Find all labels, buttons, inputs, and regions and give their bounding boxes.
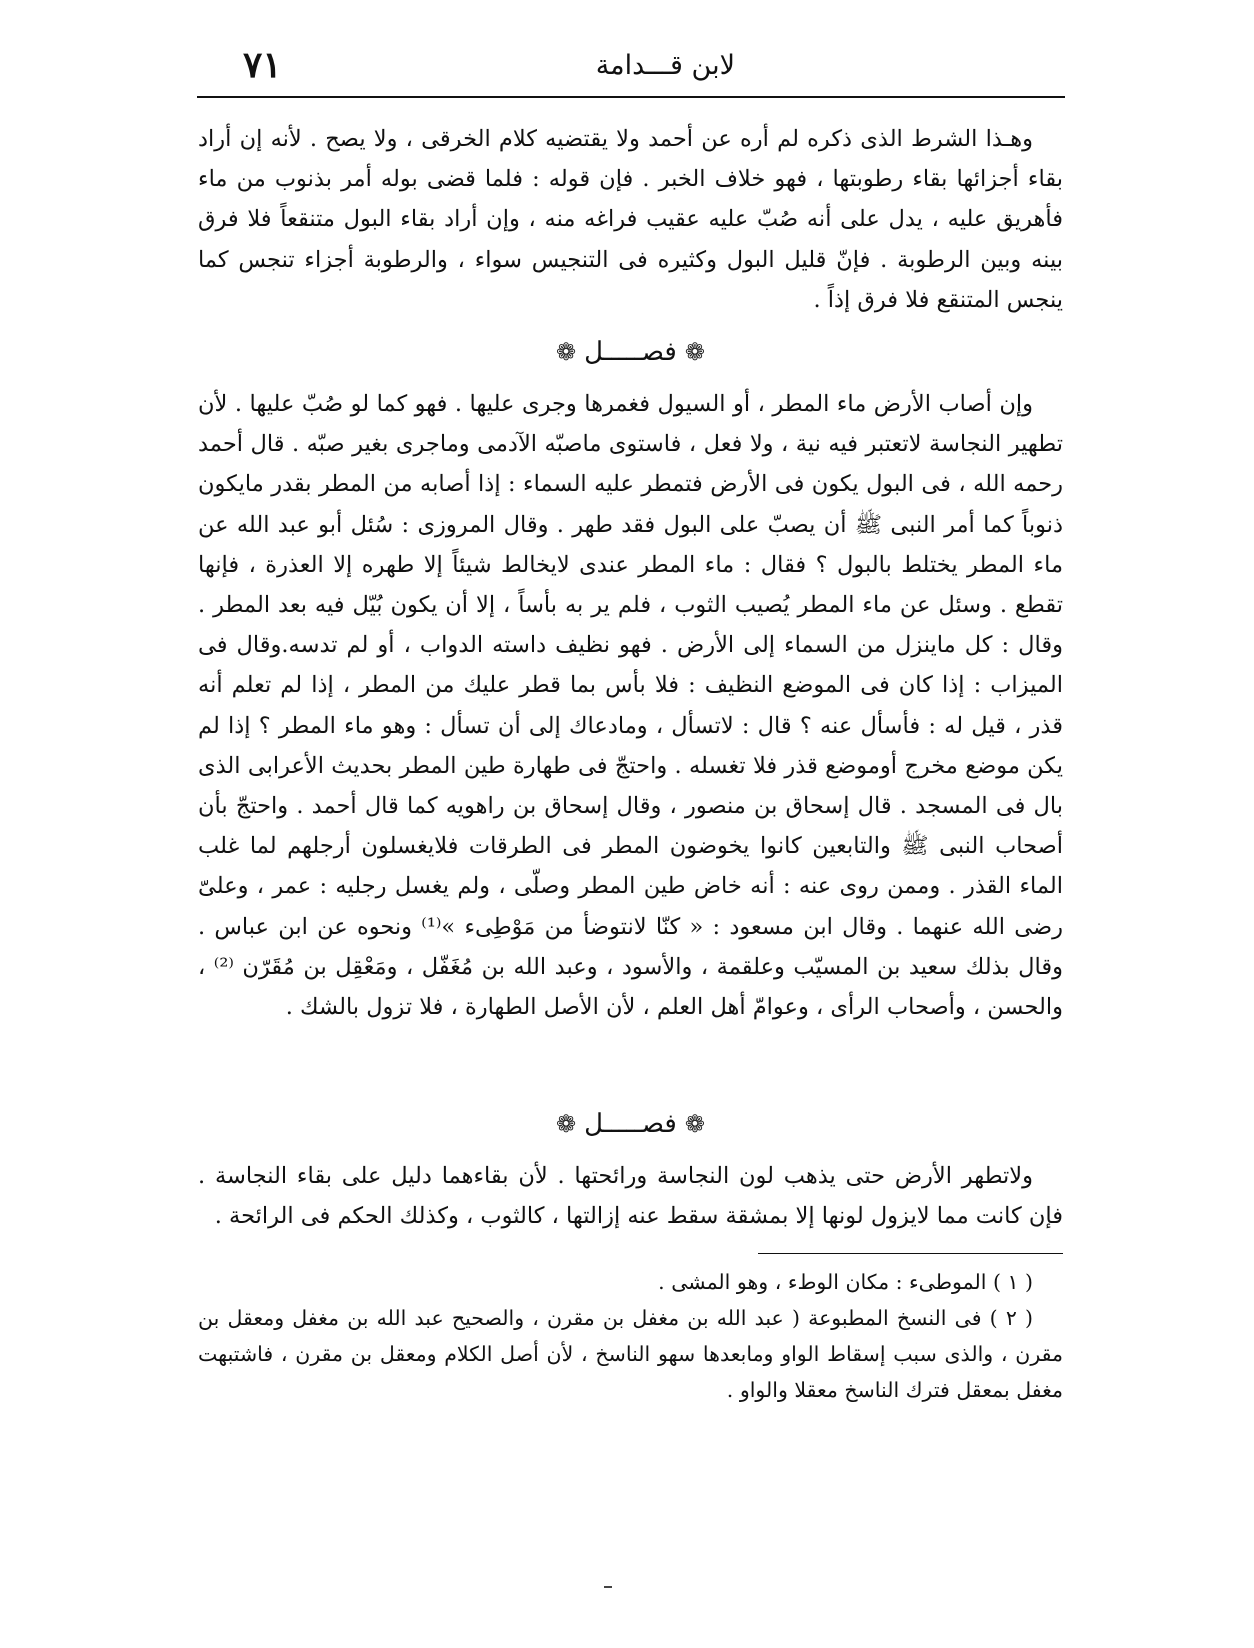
section-label: فصـــــل [584,1109,677,1139]
header-rule [197,96,1065,98]
section-divider [198,330,1063,374]
section-label: فصـــــل [584,337,677,367]
paragraph: وإن أصاب الأرض ماء المطر ، أو السيول فغمرها وجرى عليها . فهو كما لو صُبّ عليها . لأن تطهير النجاسة لاتعتبر فيه نية ، ولا فعل ، فاستوى ماصبّه الآدمى وماجرى بغير صبّه . قال أحمد رحمه الله ، فى البول يكون فى الأرض فتمطر عليه السماء : إذا أصابه من المطر بقدر مايكون ذنوباً كما أمر النبى ﷺ أن يصبّ على البول فقد طهر . وقال المروزى : سُئل أبو عبد الله عن ماء المطر يختلط بالبول ؟ فقال : ماء المطر عندى لايخالط شيئاً إلا طهره إلا العذرة ، فإنها تقطع . وسئل عن ماء المطر يُصيب الثوب ، فلم ير به بأساً ، إلا أن يكون بُيّل فيه بعد المطر . وقال : كل ماينزل من السماء إلى الأرض . فهو نظيف داسته الدواب ، أو لم تدسه.وقال فى الميزاب : إذا كان فى الموضع النظيف : فلا بأس بما قطر عليك من المطر ، إذا لم تعلم أنه قذر ، قيل له : فأسأل عنه ؟ قال : لاتسأل ، ومادعاك إلى أن تسأل : وهو ماء المطر ؟ إذا لم يكن موضع مخرج أوموضع قذر فلا تغسله . واحتجّ فى طهارة طين المطر بحديث الأعرابى الذى بال فى المسجد . قال إسحاق بن منصور ، وقال إسحاق بن راهويه كما قال أحمد . واحتجّ بأن أصحاب النبى ﷺ والتابعين كانوا يخوضون المطر فى الطرقات فلايغسلون أرجلهم لما غلب الماء القذر . وممن روى عنه : أنه خاض طين المطر وصلّى ، ولم يغسل رجليه : عمر ، وعلىّ رضى الله عنهما . وقال ابن مسعود : « كنّا لانتوضأ من مَوْطِىء »⁽¹⁾ ونحوه عن ابن عباس . وقال بذلك سعيد بن المسيّب وعلقمة ، والأسود ، وعبد الله بن مُغَفّل ، ومَعْقِل بن مُقَرّن ⁽²⁾ ، والحسن ، وأصحاب الرأى ، وعوامّ أهل العلم ، لأن الأصل الطهارة ، فلا تزول بالشك . [198,391,1063,1021]
paragraph-block-2 [198,384,1063,1027]
fleuron-ornament-icon: ❁ [556,1110,577,1138]
page-number: ٧١ [243,44,282,86]
paragraph-block-3 [198,1156,1063,1236]
page-mark [604,1586,612,1588]
footnotes [198,1264,1063,1408]
paragraph-block-1 [198,119,1063,320]
fleuron-ornament-icon: ❁ [684,338,705,366]
fleuron-ornament-icon: ❁ [684,1110,705,1138]
footnote-rule [758,1253,1063,1254]
fleuron-ornament-icon: ❁ [556,338,577,366]
paragraph: ولاتطهر الأرض حتى يذهب لون النجاسة ورائحتها . لأن بقاءهما دليل على بقاء النجاسة . فإن كانت مما لايزول لونها إلا بمشقة سقط عنه إزالتها ، كالثوب ، وكذلك الحكم فى الرائحة . [198,1163,1063,1230]
section-divider [198,1102,1063,1146]
page-header [195,44,1065,96]
footnote: ( ١ ) الموطىء : مكان الوطء ، وهو المشى . [658,1270,1033,1294]
running-title: لابن قـــدامة [595,50,735,81]
paragraph: وهـذا الشرط الذى ذكره لم أره عن أحمد ولا يقتضيه كلام الخرقى ، ولا يصح . لأنه إن أراد بقاء أجزائها بقاء رطوبتها ، فهو خلاف الخبر . فإن قوله : فلما قضى بوله أمر بذنوب من ماء فأهريق عليه ، يدل على أنه صُبّ عليه عقيب فراغه منه ، وإن أراد بقاء البول متنقعاً فلا فرق بينه وبين الرطوبة . فإنّ قليل البول وكثيره فى التنجيس سواء ، والرطوبة أجزاء تنجس كما ينجس المتنقع فلا فرق إذاً . [198,126,1063,313]
footnote: ( ٢ ) فى النسخ المطبوعة ( عبد الله بن مغفل بن مقرن ، والصحيح عبد الله بن مغفل ومعقل بن مقرن ، والذى سبب إسقاط الواو ومابعدها سهو الناسخ ، لأن أصل الكلام ومعقل بن مقرن ، فاشتبهت مغفل بمعقل فترك الناسخ معقلا والواو . [198,1306,1063,1402]
